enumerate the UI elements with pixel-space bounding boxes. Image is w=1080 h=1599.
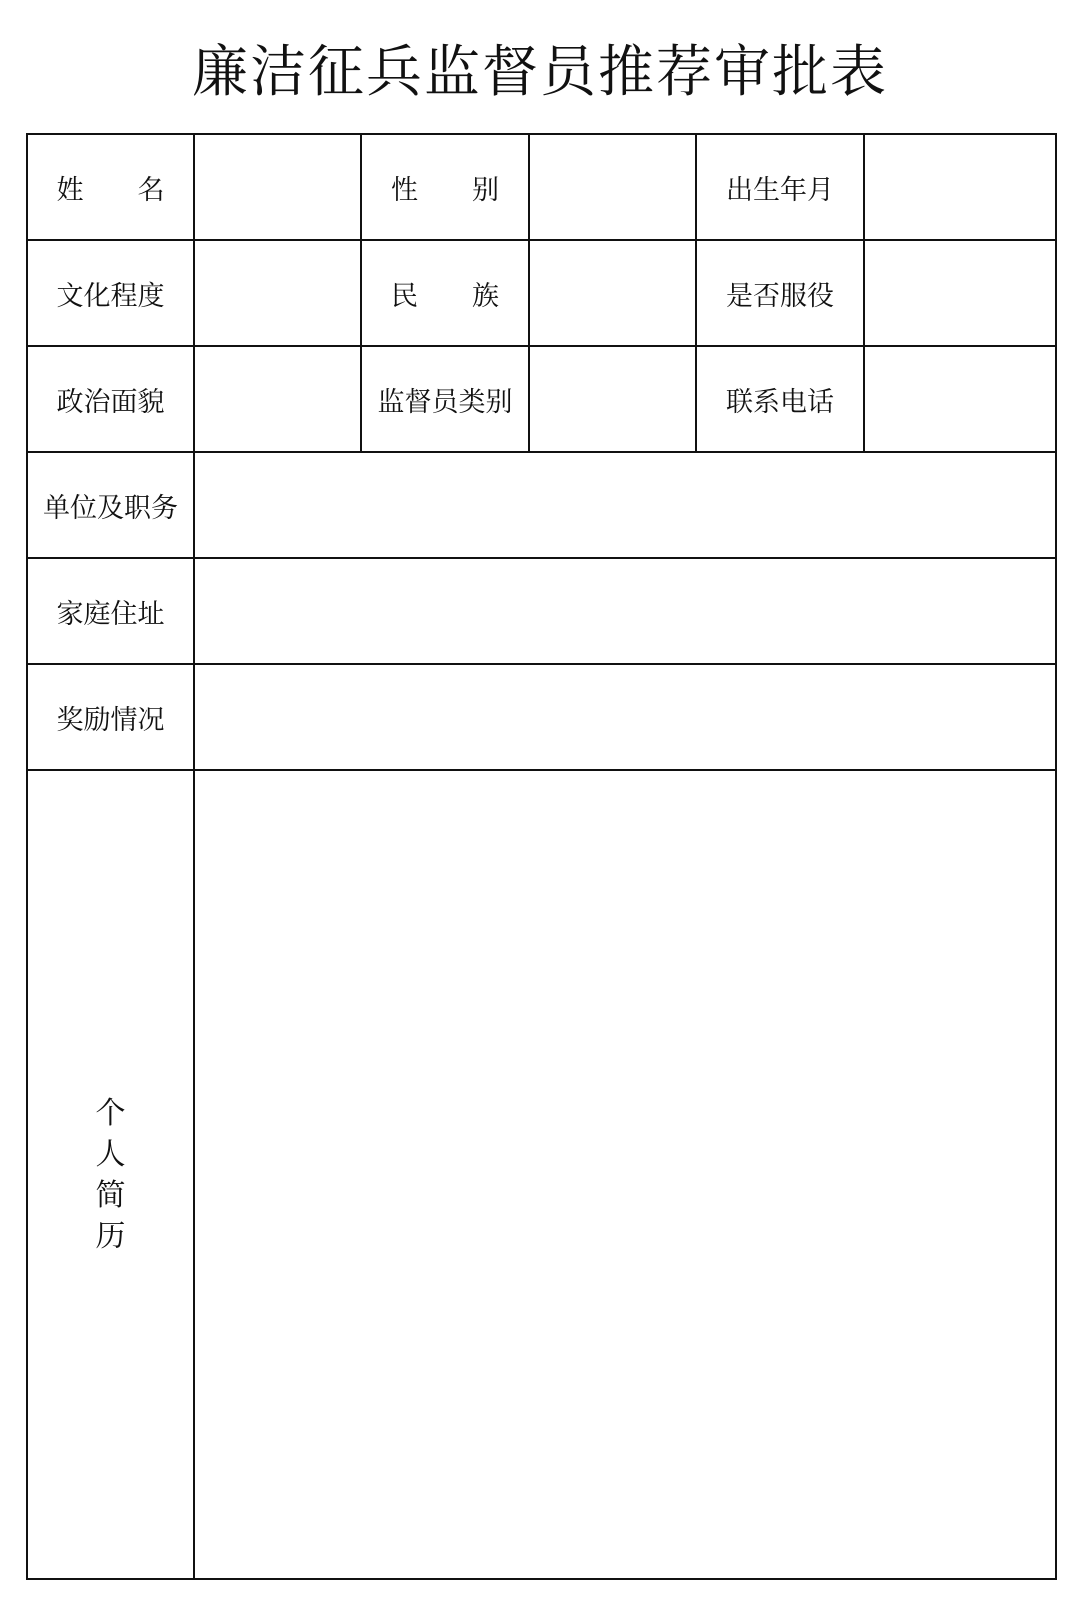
resume-field[interactable] xyxy=(194,770,1056,1579)
gender-field[interactable] xyxy=(529,134,696,240)
form-row-awards xyxy=(27,664,1056,770)
home-address-label: 家庭住址 xyxy=(27,558,194,664)
form-row-basic xyxy=(27,134,1056,240)
ethnicity-field[interactable] xyxy=(529,240,696,346)
resume-label xyxy=(27,770,194,1579)
form-row-unit xyxy=(27,452,1056,558)
name-label: 姓 名 xyxy=(27,134,194,240)
home-address-field[interactable] xyxy=(194,558,1056,664)
phone-label: 联系电话 xyxy=(696,346,864,452)
form-row-background xyxy=(27,240,1056,346)
birth-date-label: 出生年月 xyxy=(696,134,864,240)
awards-label: 奖励情况 xyxy=(27,664,194,770)
political-status-label: 政治面貌 xyxy=(27,346,194,452)
phone-field[interactable] xyxy=(864,346,1056,452)
birth-date-field[interactable] xyxy=(864,134,1056,240)
name-field[interactable] xyxy=(194,134,361,240)
political-status-field[interactable] xyxy=(194,346,361,452)
military-service-field[interactable] xyxy=(864,240,1056,346)
form-row-resume xyxy=(27,770,1056,1579)
ethnicity-label: 民 族 xyxy=(361,240,529,346)
supervisor-category-label: 监督员类别 xyxy=(361,346,529,452)
form-row-contact xyxy=(27,346,1056,452)
supervisor-category-field[interactable] xyxy=(529,346,696,452)
unit-position-field[interactable] xyxy=(194,452,1056,558)
military-service-label: 是否服役 xyxy=(696,240,864,346)
awards-field[interactable] xyxy=(194,664,1056,770)
education-label: 文化程度 xyxy=(27,240,194,346)
form-row-address xyxy=(27,558,1056,664)
form-title: 廉洁征兵监督员推荐审批表 xyxy=(192,40,888,105)
unit-position-label: 单位及职务 xyxy=(27,452,194,558)
education-field[interactable] xyxy=(194,240,361,346)
resume-label-vertical: 个 人 简 历 xyxy=(95,1095,126,1254)
recommendation-form-table xyxy=(26,133,1057,1580)
gender-label: 性 别 xyxy=(361,134,529,240)
